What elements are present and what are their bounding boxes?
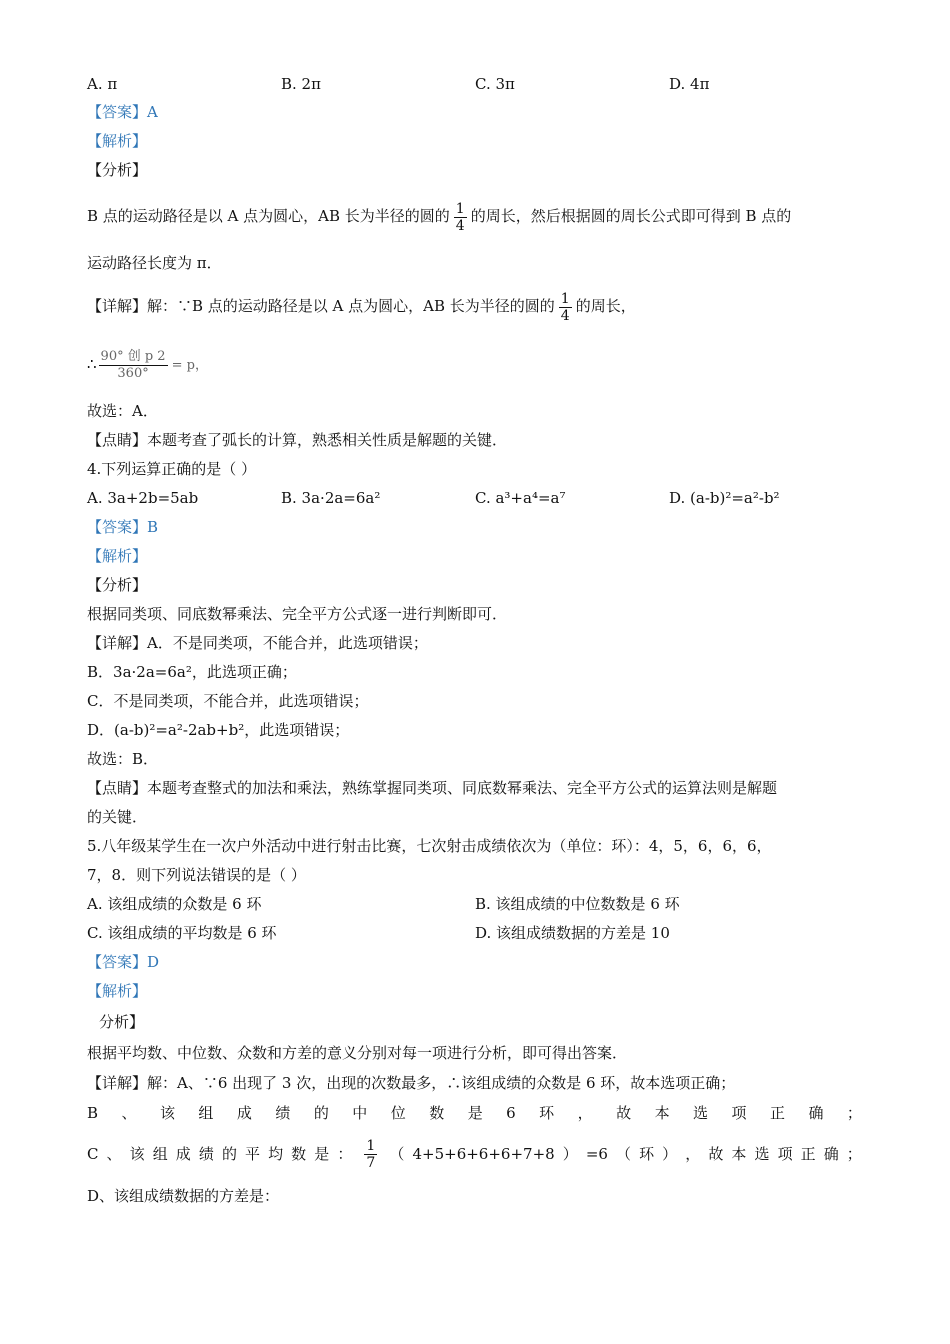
- q5-detail-c-prefix-token: ：: [337, 1145, 353, 1163]
- fraction-denominator: 4: [455, 217, 465, 234]
- q5-detail-b-token: 环: [539, 1104, 555, 1122]
- fraction-denominator: 4: [560, 307, 570, 324]
- q3-detail-fraction: [559, 291, 572, 324]
- q3-answer: 【答案】A: [87, 103, 158, 121]
- q3-analysis-text-a: B 点的运动路径是以 A 点为圆心，AB 长为半径的圆的: [87, 207, 450, 225]
- q5-detail-c-prefix-token: 成: [175, 1145, 191, 1163]
- q5-detail-c-suffix-token: =6: [585, 1145, 608, 1163]
- q5-detail-b-token: 绩: [275, 1104, 291, 1122]
- q3-choose: 故选：A．: [87, 402, 158, 420]
- q5-option-b: B. 该组成绩的中位数数是 6 环: [475, 895, 680, 913]
- q3-analysis-line2: 运动路径长度为 π．: [87, 254, 222, 272]
- q4-options: [87, 488, 862, 508]
- q5-detail-c-suffix-token: ）: [562, 1145, 578, 1163]
- q5-detail-c-suffix-token: 项: [777, 1145, 793, 1163]
- q5-detail-c-suffix-token: ，: [685, 1145, 701, 1163]
- q5-jiexi-label: 【解析】: [87, 982, 148, 1000]
- q5-analysis: 根据平均数、中位数、众数和方差的意义分别对每一项进行分析，即可得出答案．: [87, 1044, 628, 1062]
- fraction-numerator: 1: [366, 1137, 376, 1154]
- q5-answer: 【答案】D: [87, 953, 160, 971]
- q5-detail-c-prefix-token: 平: [245, 1145, 261, 1163]
- q5-detail-c-suffix-token: 正: [800, 1145, 816, 1163]
- q4-option-d: D. (a-b)²=a²-b²: [669, 489, 780, 507]
- q4-comment-2: 的关键．: [87, 808, 148, 826]
- q4-question: 4.下列运算正确的是（ ）: [87, 460, 257, 478]
- q4-detail-b: B．3a·2a=6a²，此选项正确；: [87, 663, 297, 681]
- q4-option-a: A. 3a+2b=5ab: [87, 489, 199, 507]
- q5-detail-b-token: 、: [121, 1104, 137, 1122]
- fraction-numerator: 1: [560, 290, 570, 307]
- q5-detail-c-suffix-token: 故: [708, 1145, 724, 1163]
- q3-option-b: B. 2π: [281, 75, 321, 93]
- q5-detail-c-suffix-token: ）: [662, 1145, 678, 1163]
- q3-formula-fraction: [99, 349, 168, 382]
- q5-fraction-seventh: [364, 1138, 377, 1171]
- q5-option-d: D. 该组成绩数据的方差是 10: [475, 924, 670, 942]
- q5-detail-b-token: 是: [467, 1104, 483, 1122]
- q5-detail-c-prefix-token: 的: [221, 1145, 237, 1163]
- q5-detail-c-prefix-token: 是: [314, 1145, 330, 1163]
- fraction-numerator: 1: [455, 200, 465, 217]
- q4-detail-a: 【详解】A．不是同类项，不能合并，此选项错误；: [87, 634, 428, 652]
- q5-detail-b: [87, 1103, 862, 1123]
- q5-detail-b-token: 确: [808, 1104, 824, 1122]
- q3-formula-line: [87, 346, 208, 384]
- q5-detail-c-prefix-token: 均: [268, 1145, 284, 1163]
- q5-detail-b-token: 的: [313, 1104, 329, 1122]
- q4-jiexi-label: 【解析】: [87, 547, 148, 565]
- q5-detail-c-suffix-token: 确: [823, 1145, 839, 1163]
- q5-detail-c-suffix-token: 4+5+6+6+6+7+8: [412, 1145, 555, 1163]
- formula-denominator: 360°: [117, 365, 149, 381]
- q5-detail-b-token: 数: [429, 1104, 445, 1122]
- q4-option-c: C. a³+a⁴=a⁷: [475, 489, 566, 507]
- q5-detail-b-token: 6: [506, 1104, 516, 1122]
- q5-detail-c-prefix-token: 该: [129, 1145, 145, 1163]
- q3-formula-prefix: ∴: [87, 355, 97, 373]
- q5-options-row1: [87, 894, 862, 914]
- q5-fenxi-label: 分析】: [99, 1013, 145, 1031]
- q3-analysis-line1: [87, 198, 791, 234]
- q5-detail-c-prefix-token: 、: [106, 1145, 122, 1163]
- q5-detail-d: D、该组成绩数据的方差是：: [87, 1187, 280, 1205]
- q5-detail-c-suffix-token: 选: [754, 1145, 770, 1163]
- q3-comment: 【点睛】本题考查了弧长的计算，熟悉相关性质是解题的关键．: [87, 431, 508, 449]
- q4-analysis: 根据同类项、同底数幂乘法、完全平方公式逐一进行判断即可．: [87, 605, 508, 623]
- q5-detail-b-token: 项: [731, 1104, 747, 1122]
- q5-detail-b-token: ，: [577, 1104, 593, 1122]
- q5-detail-b-token: 本: [654, 1104, 670, 1122]
- q5-option-c: C. 该组成绩的平均数是 6 环: [87, 924, 277, 942]
- q5-detail-c: [87, 1136, 862, 1172]
- q3-analysis-text-b: 的周长，然后根据圆的周长公式即可得到 B 点的: [470, 207, 792, 225]
- q4-detail-c: C．不是同类项，不能合并，此选项错误；: [87, 692, 369, 710]
- q3-formula-result: = p，: [171, 358, 208, 373]
- q3-option-c: C. 3π: [475, 75, 515, 93]
- q5-option-a: A. 该组成绩的众数是 6 环: [87, 895, 262, 913]
- q5-detail-c-suffix-token: 环: [639, 1145, 655, 1163]
- q5-detail-c-suffix-token: ；: [846, 1145, 862, 1163]
- q5-detail-b-token: 成: [236, 1104, 252, 1122]
- q3-detail-text-b: 的周长，: [575, 297, 636, 315]
- q5-question-2: 7，8．则下列说法错误的是（ ）: [87, 866, 306, 884]
- q4-option-b: B. 3a·2a=6a²: [281, 489, 381, 507]
- q5-detail-b-token: 组: [198, 1104, 214, 1122]
- q5-detail-c-suffix-token: （: [616, 1145, 632, 1163]
- q5-detail-b-token: B: [87, 1104, 99, 1122]
- q3-jiexi-label: 【解析】: [87, 132, 148, 150]
- q4-answer: 【答案】B: [87, 518, 159, 536]
- q5-detail-b-token: 选: [693, 1104, 709, 1122]
- q4-choose: 故选：B．: [87, 750, 159, 768]
- q5-detail-c-prefix-token: 数: [291, 1145, 307, 1163]
- q3-options: [87, 74, 862, 94]
- formula-numerator: 90° 创 p 2: [100, 348, 166, 364]
- q5-question-1: 5.八年级某学生在一次户外活动中进行射击比赛，七次射击成绩依次为（单位：环）：4，5，6，6，6，: [87, 837, 772, 855]
- q3-detail-text-a: 【详解】解：∵B 点的运动路径是以 A 点为圆心，AB 长为半径的圆的: [87, 297, 555, 315]
- q5-options-row2: [87, 923, 862, 943]
- q5-detail-a: 【详解】解：A、∵6 出现了 3 次，出现的次数最多，∴该组成绩的众数是 6 环，故本选项正确；: [87, 1074, 736, 1092]
- q5-detail-b-token: 正: [769, 1104, 785, 1122]
- q5-detail-c-prefix-token: C: [87, 1145, 99, 1163]
- q5-detail-b-token: 该: [159, 1104, 175, 1122]
- q3-detail-line: [87, 288, 636, 324]
- q5-detail-b-token: ；: [846, 1104, 862, 1122]
- q5-detail-b-token: 位: [390, 1104, 406, 1122]
- q3-option-a: A. π: [87, 75, 118, 93]
- q4-comment-1: 【点睛】本题考查整式的加法和乘法，熟练掌握同类项、同底数幂乘法、完全平方公式的运算法则是解题: [87, 779, 778, 797]
- q4-fenxi-label: 【分析】: [87, 576, 148, 594]
- fraction-denominator: 7: [366, 1154, 376, 1171]
- q4-detail-d: D．(a-b)²=a²-2ab+b²，此选项错误；: [87, 721, 350, 739]
- q5-detail-c-suffix-token: 本: [731, 1145, 747, 1163]
- q3-option-d: D. 4π: [669, 75, 710, 93]
- q5-detail-c-prefix-token: 组: [152, 1145, 168, 1163]
- q3-fenxi-label: 【分析】: [87, 161, 148, 179]
- q5-detail-c-prefix-token: 绩: [198, 1145, 214, 1163]
- q5-detail-c-suffix-token: （: [389, 1145, 405, 1163]
- q5-detail-b-token: 中: [352, 1104, 368, 1122]
- q3-fraction-quarter: [454, 201, 467, 234]
- q5-detail-b-token: 故: [616, 1104, 632, 1122]
